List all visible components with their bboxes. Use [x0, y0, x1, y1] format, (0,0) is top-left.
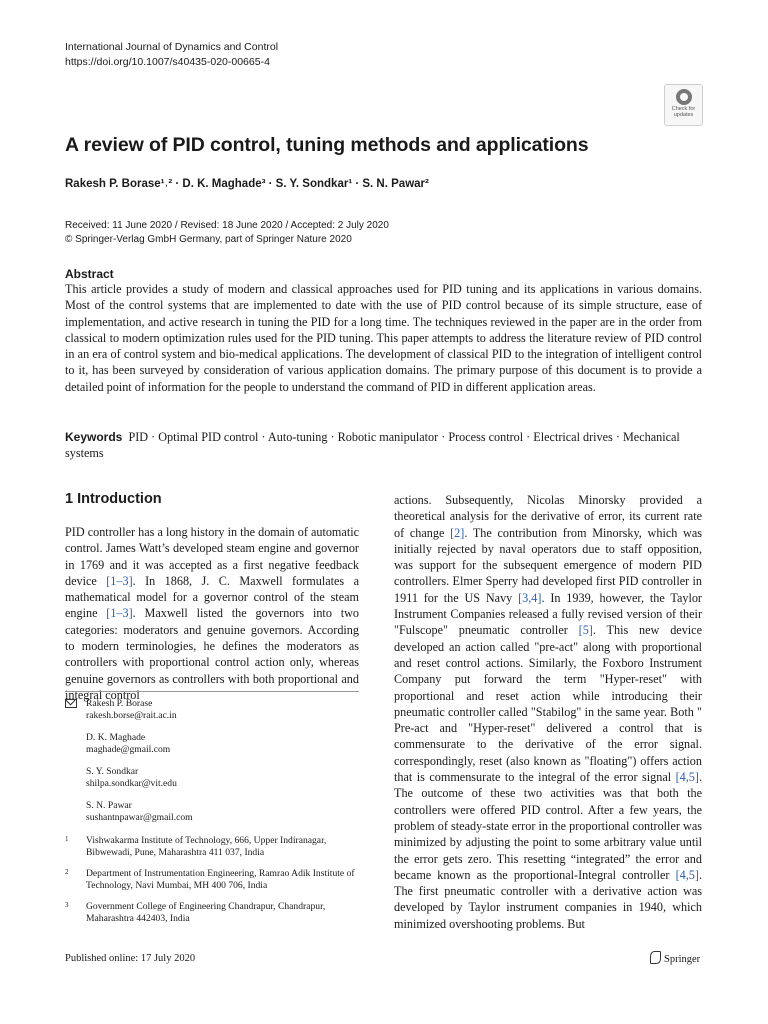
abstract-text: This article provides a study of modern and classical approaches used for PID tuning and its applications in various domains. Most of the control systems that are implemented to date with the use of PID control because of its simple structure, ease of implementation, and active research in tuning the PID for a long time. The techniques reviewed in the paper are in the order from classical to modern optimization rules used for the PID tuning. This paper attempts to address the literature review of PID control in an era of control system and bio-medical applications. The development of classical PID to the integration of intelligent control to it, has been surveyed by consideration of various application domains. The primary purpose of this document is to provide a detailed point of information for the people to understand the command of PID in different application areas. — [65, 282, 702, 394]
publisher-logo — [650, 951, 700, 965]
affiliation-text: Government College of Engineering Chandrapur, Chandrapur, Maharashtra 442403, India — [86, 901, 326, 924]
journal-name: International Journal of Dynamics and Control — [65, 41, 279, 53]
author-affiliations — [65, 835, 359, 934]
body-text: . The first pneumatic controller with a derivative action was developed by Taylor instrument companies in 1940, which minimized overshooting problems. But — [394, 867, 702, 931]
contact-email[interactable]: sushantnpawar@gmail.com — [86, 812, 193, 823]
check-for-updates-badge[interactable] — [664, 84, 703, 126]
author-contacts — [65, 698, 359, 834]
affiliation-text: Department of Instrumentation Engineering, Ramrao Adik Institute of Technology, Navi Mumbai, MH 400 706, India — [86, 868, 355, 891]
paper-title: A review of PID control, tuning methods and applications — [65, 134, 589, 156]
affiliation-text: Vishwakarma Institute of Technology, 666, Upper Indiranagar, Bibwewadi, Pune, Maharashtra 411 037, India — [86, 835, 327, 858]
badge-line1: Check for — [671, 106, 696, 112]
citation-link[interactable]: [5] — [578, 623, 593, 638]
body-text: . The outcome of these two activities was that both the controllers were offered PID control. After a few years, the problem of steady-state error in the proportional controller was minimized by adjusting the point to some arbitrary value until the error gets zero. This resetting “integrated” the error and became known as the proportional-Integral controller — [394, 770, 702, 882]
footnote-divider — [65, 691, 359, 692]
journal-header — [65, 40, 278, 70]
keywords-label: Keywords — [65, 430, 123, 444]
envelope-icon — [65, 699, 77, 708]
publisher-name: Springer — [664, 954, 701, 965]
citation-link[interactable]: [1–3] — [106, 606, 133, 621]
affiliation-number: 2 — [65, 868, 69, 876]
affiliation-entry — [65, 835, 359, 859]
affiliation-number: 3 — [65, 901, 69, 909]
body-text: . This new device developed an action called "pre-act" along with proportional and reset control actions. Similarly, the Foxboro Instrument Company put forward the term "Hyper-reset" with proportional and reset action while introducing their pneumatic controller called "Stabilog" in the same year. Both " Pre-act and "Hyper-reset" delivered a control that is commensurate to the derivative of the error signal. correspondingly, reset (also known as "floating") offers action that is commensurate to the integral of the error signal — [394, 623, 702, 785]
body-text: . In 1939, however, the Taylor Instrument Companies released a fully revised version of their "Fulscope" pneumatic controller — [394, 590, 702, 638]
contact-name: S. Y. Sondkar — [86, 766, 139, 777]
abstract-heading: Abstract — [65, 267, 114, 281]
update-check-icon — [676, 89, 692, 105]
contact-entry — [65, 800, 359, 824]
body-text: PID controller has a long history in the domain of automatic control. James Watt’s developed steam engine and governor in 1769 and it was accepted as a first negative feedback device — [65, 525, 359, 588]
contact-email[interactable]: shilpa.sondkar@vit.edu — [86, 778, 177, 789]
section-heading-introduction: 1 Introduction — [65, 491, 162, 507]
doi-link[interactable]: https://doi.org/10.1007/s40435-020-00665-4 — [65, 56, 270, 68]
published-date: Published online: 17 July 2020 — [65, 953, 196, 964]
citation-link[interactable]: [4,5] — [675, 867, 699, 882]
introduction-column-2 — [394, 492, 702, 932]
contact-entry — [65, 766, 359, 790]
springer-horse-icon — [650, 951, 661, 964]
citation-link[interactable]: [3,4] — [518, 590, 542, 605]
contact-name: Rakesh P. Borase — [86, 698, 153, 709]
contact-email[interactable]: maghade@gmail.com — [86, 744, 171, 755]
body-text: actions. Subsequently, Nicolas Minorsky provided a theoretical analysis for the derivative of error, its current rate of change — [394, 493, 702, 540]
body-text: . In 1868, J. C. Maxwell formulates a mathematical model for a governor control of the steam engine — [65, 573, 360, 621]
citation-link[interactable]: [2] — [450, 525, 465, 540]
author-list: Rakesh P. Borase¹˒² · D. K. Maghade³ · S. Y. Sondkar¹ · S. N. Pawar² — [65, 178, 429, 190]
affiliation-entry — [65, 901, 359, 925]
keywords — [65, 429, 702, 462]
contact-name: D. K. Maghade — [86, 732, 146, 743]
introduction-column-1 — [65, 524, 359, 703]
contact-email[interactable]: rakesh.borse@rait.ac.in — [86, 710, 177, 721]
article-history: Received: 11 June 2020 / Revised: 18 June 2020 / Accepted: 2 July 2020 — [65, 220, 389, 231]
affiliation-number: 1 — [65, 835, 69, 843]
citation-link[interactable]: [4,5] — [675, 770, 699, 785]
article-dates — [65, 219, 389, 247]
citation-link[interactable]: [1–3] — [106, 573, 133, 588]
affiliation-entry — [65, 868, 359, 892]
contact-entry — [65, 698, 359, 722]
badge-line2: updates — [673, 112, 694, 118]
keywords-text: PID · Optimal PID control · Auto-tuning · Robotic manipulator · Process control · Electrical drives · Mechanical systems — [65, 430, 680, 461]
body-text: . The contribution from Minorsky, which was initially rejected by naval operators due to staff opposition, was support for the subsequent emergence of modern PID controllers. Elmer Sperry had developed first PID controller in 1911 for the US Navy — [394, 525, 702, 605]
copyright-line: © Springer-Verlag GmbH Germany, part of Springer Nature 2020 — [65, 234, 352, 245]
contact-name: S. N. Pawar — [86, 800, 132, 811]
contact-entry — [65, 732, 359, 756]
body-text: . Maxwell listed the governors into two categories: moderators and genuine governors. According to modern terminologies, he defines the moderators as controllers with proportional control action only, whereas genuine governors as controllers with both proportional and integral control — [65, 606, 359, 702]
